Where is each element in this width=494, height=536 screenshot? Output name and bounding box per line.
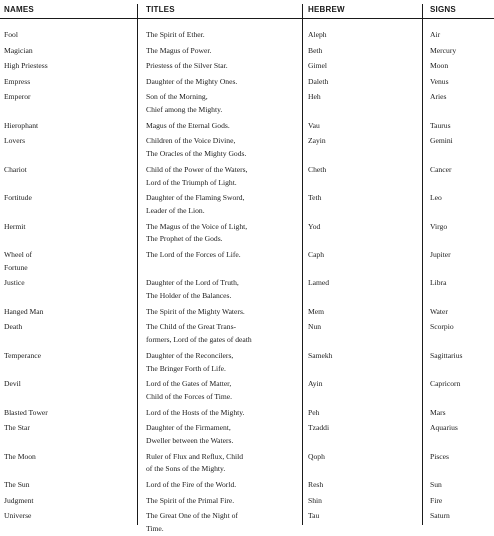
card-name-line: The Moon [4, 451, 36, 461]
card-title-line: The Bringer Forth of Life. [146, 363, 226, 373]
card-title [146, 76, 302, 89]
card-title-line: The Spirit of Ether. [146, 30, 205, 39]
astrological-sign: Leo [430, 193, 442, 203]
card-title [146, 29, 302, 42]
hebrew-letter: Teth [308, 193, 322, 203]
card-name [4, 495, 132, 508]
card-name [4, 378, 132, 391]
card-title-line: formers, Lord of the gates of death [146, 335, 252, 345]
hebrew-letter: Gimel [308, 61, 327, 71]
card-name-line: Devil [4, 379, 21, 389]
card-title [146, 350, 302, 376]
column-divider-titles [302, 4, 303, 525]
card-title-line: Lord of the Fire of the World. [146, 480, 237, 489]
card-title-line: Child of the Power of the Waters, [146, 164, 248, 174]
card-name-line: Justice [4, 278, 25, 288]
hebrew-letter: Mem [308, 306, 325, 316]
card-title-line: The Holder of the Balances. [146, 291, 232, 301]
astrological-sign: Mars [430, 407, 446, 417]
card-name-line: Death [4, 322, 23, 332]
card-title [146, 164, 302, 190]
card-name-line: Wheel of [4, 250, 33, 259]
card-name-line: Judgment [4, 495, 34, 505]
card-name [4, 407, 132, 420]
hebrew-letter: Daleth [308, 76, 329, 86]
card-title [146, 91, 302, 117]
card-title-line: Son of the Morning, [146, 92, 208, 102]
header-titles: TITLES [146, 5, 175, 14]
card-name [4, 91, 132, 104]
card-title [146, 45, 302, 58]
hebrew-letter: Peh [308, 407, 320, 417]
astrological-sign: Mercury [430, 45, 457, 55]
card-title-line: Lord of the Gates of Matter, [146, 379, 232, 389]
card-title [146, 306, 302, 319]
card-title [146, 120, 302, 133]
astrological-sign: Water [430, 306, 448, 316]
hebrew-letter: Tzaddi [308, 423, 330, 433]
card-name-line: Universe [4, 511, 32, 521]
hebrew-letter: Heh [308, 92, 321, 102]
card-name [4, 451, 132, 464]
card-name [4, 76, 132, 89]
card-name-line: Blasted Tower [4, 407, 48, 417]
card-title-line: of the Sons of the Mighty. [146, 464, 226, 474]
card-title-line: Lord of the Triumph of Light. [146, 177, 237, 187]
card-name-line: Empress [4, 76, 31, 86]
hebrew-letter: Ayin [308, 379, 323, 389]
card-name [4, 277, 132, 290]
hebrew-letter: Resh [308, 480, 324, 489]
card-title-line: The Magus of Power. [146, 45, 212, 55]
card-title-line: The Child of the Great Trans- [146, 322, 237, 332]
hebrew-letter: Nun [308, 322, 322, 332]
card-name [4, 221, 132, 234]
card-title [146, 479, 302, 492]
card-title-line: Dweller between the Waters. [146, 435, 234, 445]
card-title [146, 249, 302, 262]
header-names: NAMES [4, 5, 34, 14]
card-name-line: Hanged Man [4, 306, 44, 316]
astrological-sign: Jupiter [430, 250, 451, 259]
hebrew-letter: Samekh [308, 350, 333, 360]
card-name-line: The Sun [4, 480, 30, 489]
card-name [4, 249, 132, 275]
astrological-sign: Venus [430, 76, 449, 86]
card-title-line: Children of the Voice Divine, [146, 136, 236, 146]
astrological-sign: Sun [430, 480, 442, 489]
card-title [146, 495, 302, 508]
card-title-line: The Spirit of the Primal Fire. [146, 495, 235, 505]
card-title-line: Priestess of the Silver Star. [146, 61, 228, 71]
card-name-line: High Priestess [4, 61, 48, 71]
card-title-line: The Oracles of the Mighty Gods. [146, 149, 247, 159]
card-name [4, 321, 132, 334]
hebrew-letter: Caph [308, 250, 325, 259]
astrological-sign: Cancer [430, 164, 452, 174]
astrological-sign: Taurus [430, 120, 451, 130]
card-name [4, 164, 132, 177]
card-name-line: Hierophant [4, 120, 39, 130]
astrological-sign: Pisces [430, 451, 449, 461]
card-title [146, 60, 302, 73]
astrological-sign: Air [430, 30, 441, 39]
astrological-sign: Capricorn [430, 379, 461, 389]
card-title [146, 422, 302, 448]
card-title-line: Daughter of the Reconcilers, [146, 350, 234, 360]
hebrew-letter: Zayin [308, 136, 326, 146]
card-name-line: Fortitude [4, 193, 32, 203]
card-title-line: Magus of the Eternal Gods. [146, 120, 230, 130]
astrological-sign: Libra [430, 278, 447, 288]
hebrew-letter: Aleph [308, 30, 327, 39]
card-name [4, 422, 132, 435]
card-title-line: Child of the Forces of Time. [146, 391, 233, 401]
hebrew-letter: Shin [308, 495, 322, 505]
header-hebrew: HEBREW [308, 5, 345, 14]
astrological-sign: Aquarius [430, 423, 458, 433]
card-title-line: Leader of the Lion. [146, 205, 205, 215]
card-name-line: Chariot [4, 164, 27, 174]
card-title-line: Time. [146, 523, 164, 533]
column-divider-names [137, 4, 138, 525]
card-name [4, 510, 132, 523]
card-title-line: The Spirit of the Mighty Waters. [146, 306, 245, 316]
card-title-line: The Lord of the Forces of Life. [146, 250, 241, 259]
card-title-line: The Great One of the Night of [146, 511, 238, 521]
astrological-sign: Virgo [430, 221, 448, 231]
hebrew-letter: Cheth [308, 164, 327, 174]
hebrew-letter: Yod [308, 221, 321, 231]
card-title-line: The Prophet of the Gods. [146, 234, 223, 244]
card-name [4, 306, 132, 319]
card-name-line: Hermit [4, 221, 26, 231]
astrological-sign: Fire [430, 495, 443, 505]
card-name-line: The Star [4, 423, 30, 433]
card-title [146, 135, 302, 161]
card-title-line: Daughter of the Lord of Truth, [146, 278, 239, 288]
card-name-line: Lovers [4, 136, 26, 146]
card-name-line: Magician [4, 45, 33, 55]
astrological-sign: Aries [430, 92, 447, 102]
card-name-line: Fortune [4, 262, 28, 272]
card-title-line: The Magus of the Voice of Light, [146, 221, 248, 231]
header-rule [0, 18, 494, 19]
card-title [146, 378, 302, 404]
hebrew-letter: Vau [308, 120, 320, 130]
card-title [146, 510, 302, 536]
card-name [4, 192, 132, 205]
astrological-sign: Moon [430, 61, 449, 71]
hebrew-letter: Qoph [308, 451, 325, 461]
card-name [4, 120, 132, 133]
card-name-line: Temperance [4, 350, 41, 360]
card-name-line: Fool [4, 30, 18, 39]
card-name [4, 29, 132, 42]
card-name [4, 135, 132, 148]
astrological-sign: Sagittarius [430, 350, 463, 360]
card-title-line: Lord of the Hosts of the Mighty. [146, 407, 245, 417]
header-signs: SIGNS [430, 5, 456, 14]
card-title-line: Chief among the Mighty. [146, 105, 223, 115]
astrological-sign: Scorpio [430, 322, 454, 332]
card-title [146, 192, 302, 218]
card-title [146, 321, 302, 347]
card-name [4, 479, 132, 492]
card-name [4, 350, 132, 363]
card-name [4, 45, 132, 58]
astrological-sign: Gemini [430, 136, 453, 146]
card-name [4, 60, 132, 73]
hebrew-letter: Lamed [308, 278, 330, 288]
card-title [146, 277, 302, 303]
hebrew-letter: Beth [308, 45, 323, 55]
card-title-line: Ruler of Flux and Reflux, Child [146, 451, 244, 461]
card-title [146, 451, 302, 477]
column-divider-hebrew [422, 4, 423, 525]
card-title-line: Daughter of the Mighty Ones. [146, 76, 238, 86]
card-name-line: Emperor [4, 92, 31, 102]
card-title-line: Daughter of the Firmament, [146, 423, 231, 433]
card-title [146, 221, 302, 247]
astrological-sign: Saturn [430, 511, 450, 521]
card-title [146, 407, 302, 420]
hebrew-letter: Tau [308, 511, 320, 521]
card-title-line: Daughter of the Flaming Sword, [146, 193, 245, 203]
